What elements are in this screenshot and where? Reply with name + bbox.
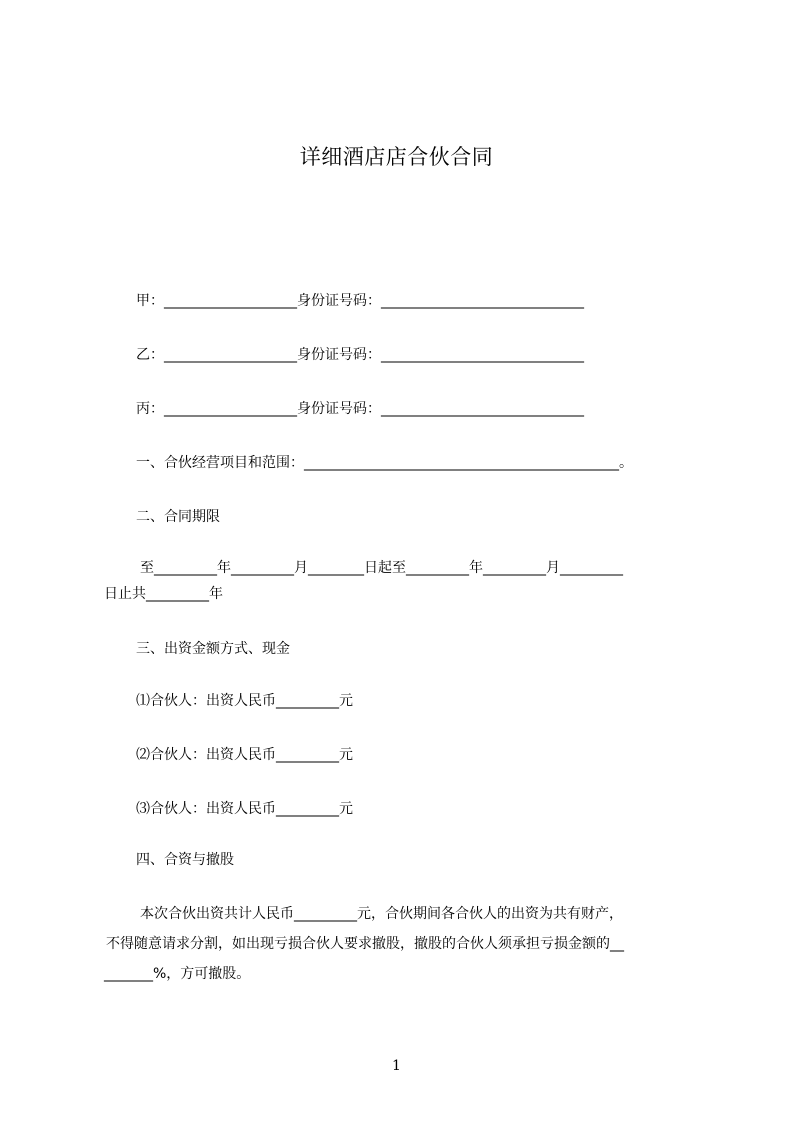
withdrawal-line-2: 不得随意请求分割，如出现亏损合伙人要求撤股，撤股的合伙人须承担亏损金额的__ <box>106 936 624 952</box>
section-withdrawal-heading: 四、合资与撤股 <box>136 852 234 868</box>
contribution-1: ⑴合伙人：出资人民币_________元 <box>136 693 353 709</box>
contribution-3: ⑶合伙人：出资人民币_________元 <box>136 801 353 817</box>
party-b-line: 乙：___________________身份证号码：_____________________________ <box>136 347 584 363</box>
withdrawal-line-1: 本次合伙出资共计人民币_________元，合伙期间各合伙人的出资为共有财产， <box>140 906 623 922</box>
party-c-line: 丙：___________________身份证号码：_____________________________ <box>136 401 584 417</box>
section-term-heading: 二、合同期限 <box>136 509 220 525</box>
party-a-line: 甲：___________________身份证号码：_____________________________ <box>136 293 584 309</box>
contribution-2: ⑵合伙人：出资人民币_________元 <box>136 747 353 763</box>
term-line-1: 至_________年_________月________日起至_________年_________月_________ <box>140 560 623 576</box>
withdrawal-paragraph <box>104 899 700 989</box>
page-number: 1 <box>392 1058 401 1074</box>
withdrawal-line-3: _______%，方可撤股。 <box>104 966 251 982</box>
section-scope: 一、合伙经营项目和范围：_____________________________________________。 <box>136 455 633 471</box>
term-line-2: 日止共_________年 <box>104 586 223 602</box>
document-title: 详细酒店店合伙合同 <box>299 145 494 169</box>
section-capital-heading: 三、出资金额方式、现金 <box>136 641 290 657</box>
